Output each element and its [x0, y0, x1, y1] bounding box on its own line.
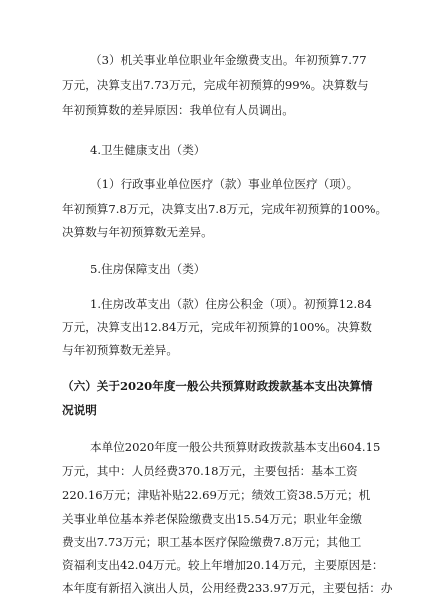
- paragraph-line: 与年初预算数无差异。: [62, 343, 178, 358]
- paragraph-line: 决算数与年初预算数无差异。: [62, 224, 213, 239]
- paragraph-line: 关事业单位基本养老保险缴费支出15.54万元；职业年金缴: [62, 512, 362, 527]
- paragraph-line: 本年度有新招入演出人员，公用经费233.97万元，主要包括：办: [62, 581, 393, 595]
- paragraph-line: （1）行政事业单位医疗（款）事业单位医疗（项）。: [90, 177, 359, 192]
- paragraph-line: （3）机关事业单位职业年金缴费支出。年初预算7.77: [90, 53, 367, 67]
- paragraph-line: 220.16万元；津贴补贴22.69万元；绩效工资38.5万元；机: [62, 488, 371, 503]
- paragraph-line: 费支出7.73万元；职工基本医疗保险缴费7.8万元；其他工: [62, 534, 362, 549]
- paragraph-line: 万元，决算支出12.84万元，完成年初预算的100%。决算数: [62, 320, 372, 335]
- section-title: 况说明: [62, 402, 97, 417]
- paragraph-line: 本单位2020年度一般公共预算财政拨款基本支出604.15: [90, 440, 381, 454]
- paragraph-line: 年初预算7.8万元，决算支出7.8万元，完成年初预算的100%。: [62, 201, 388, 216]
- paragraph-line: 万元，其中：人员经费370.18万元，主要包括：基本工资: [62, 464, 358, 479]
- paragraph-line: 1.住房改革支出（款）住房公积金（项）。初预算12.84: [90, 297, 372, 311]
- section-heading: 5.住房保障支出（类）: [90, 261, 206, 276]
- section-heading: 4.卫生健康支出（类）: [90, 143, 206, 157]
- paragraph-line: 年初预算数的差异原因：我单位有人员调出。: [62, 103, 294, 118]
- section-title: （六）关于2020年度一般公共预算财政拨款基本支出决算情: [62, 378, 373, 393]
- paragraph-line: 万元，决算支出7.73万元，完成年初预算的99%。决算数与: [62, 78, 369, 93]
- paragraph-line: 资福利支出42.04万元。较上年增加20.14万元，主要原因是：: [62, 557, 384, 572]
